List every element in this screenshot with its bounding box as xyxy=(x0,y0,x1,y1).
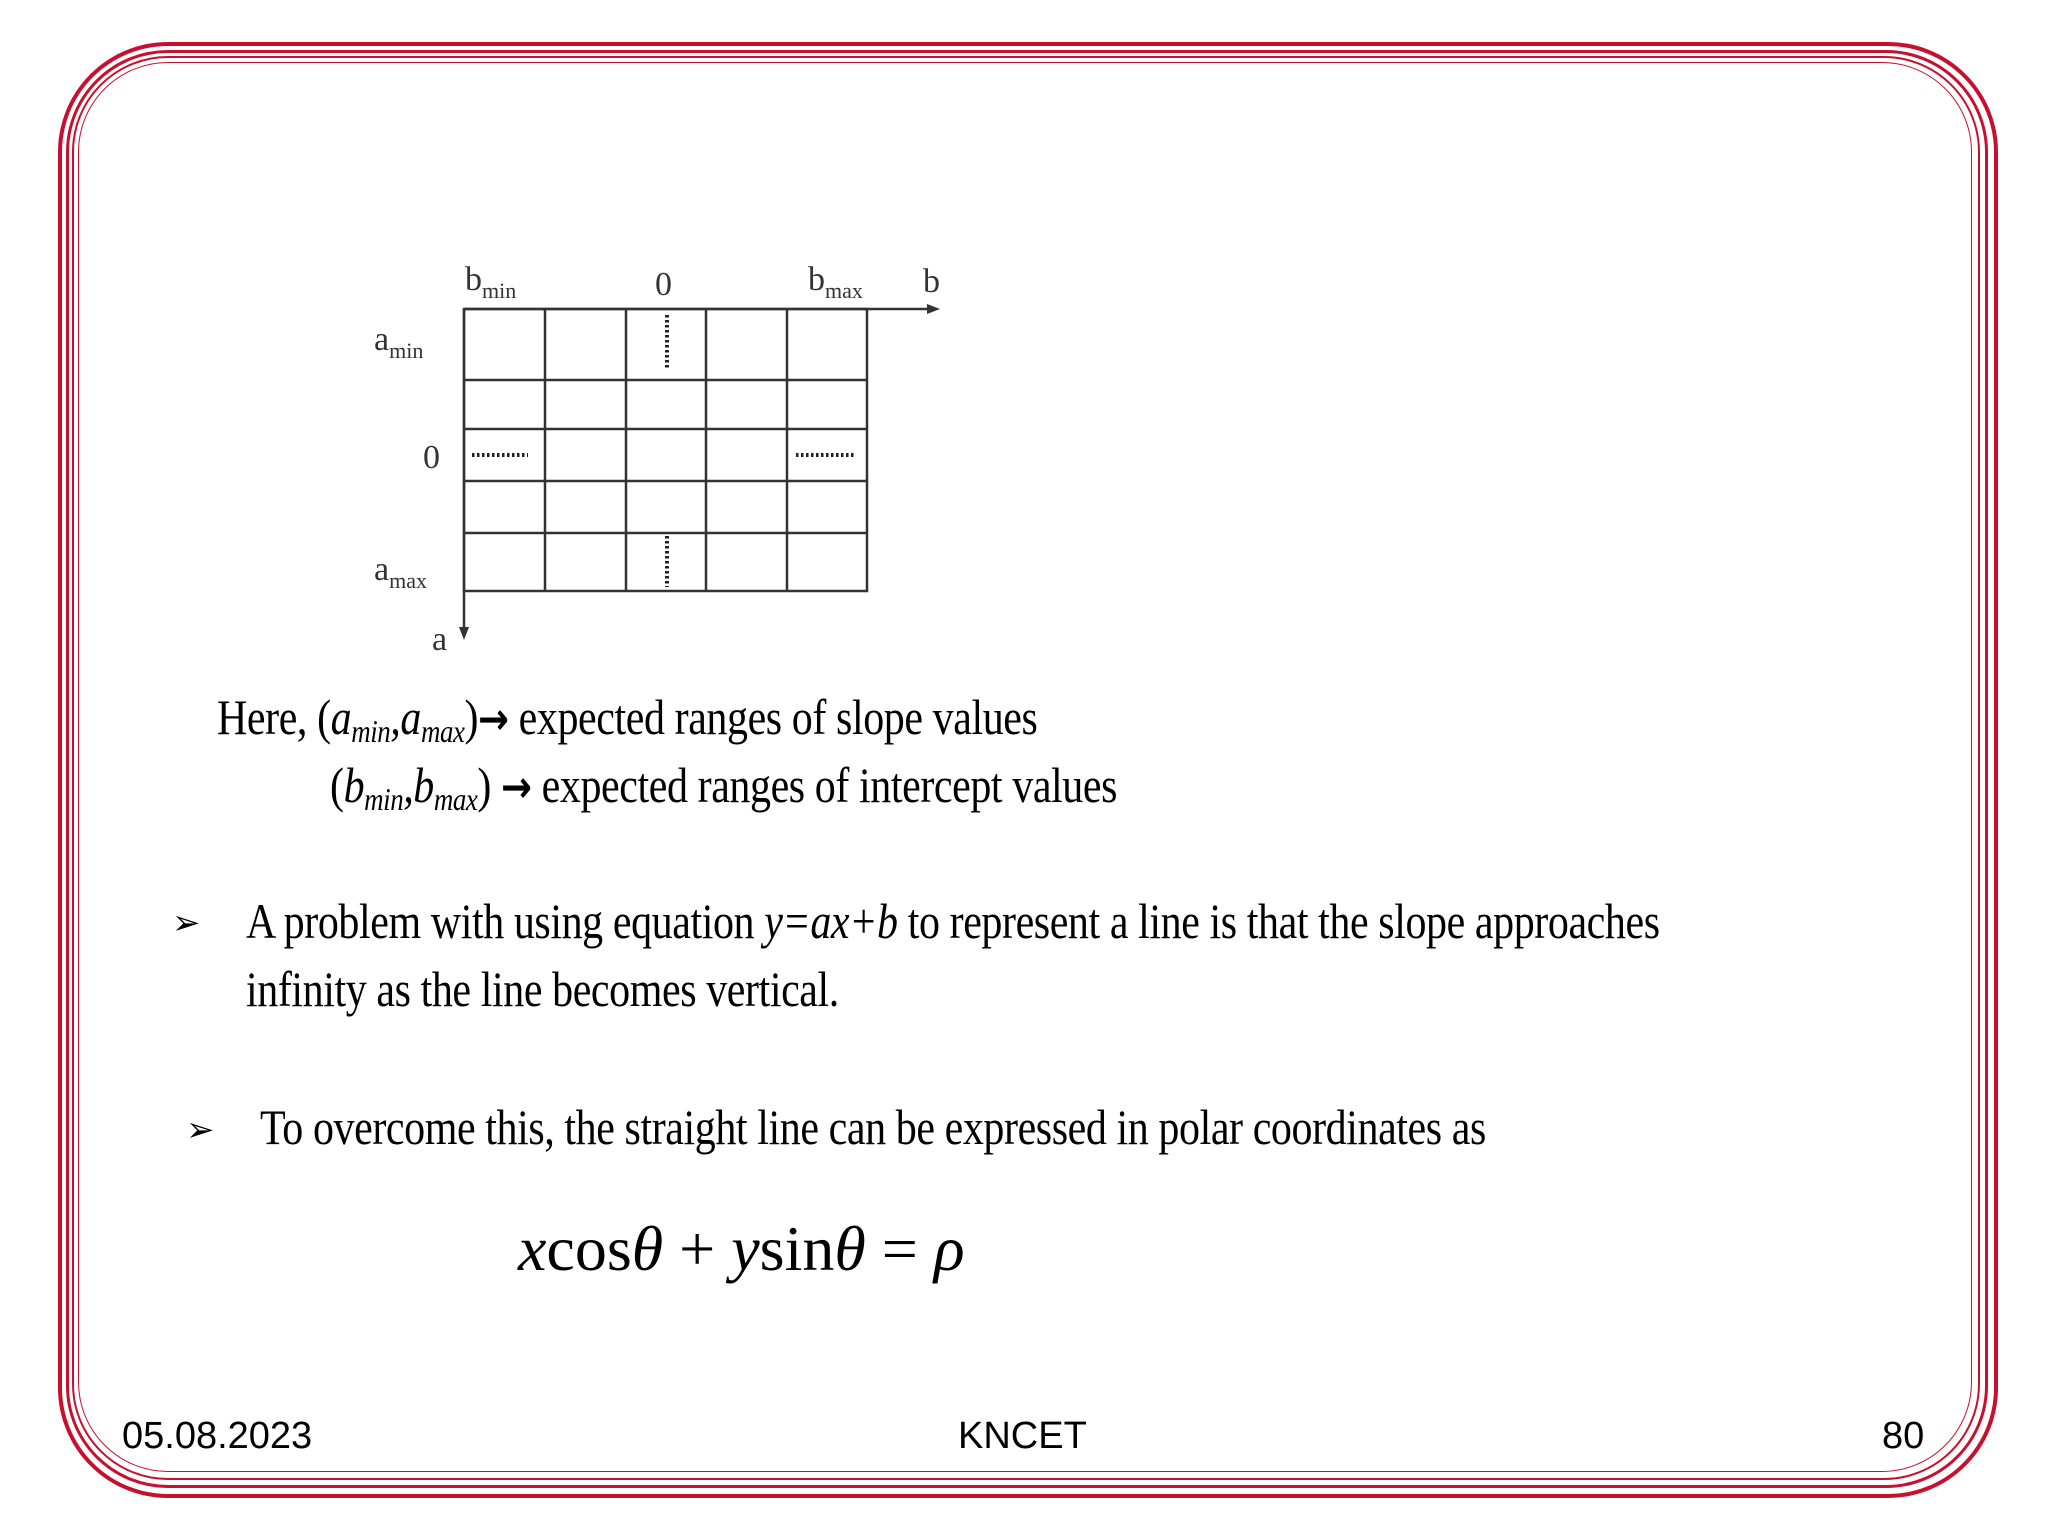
intercept-range-prefix: ( xyxy=(330,757,344,813)
bullet-1-post: to represent a line is that the slope approaches xyxy=(897,893,1660,949)
b-zero-label: 0 xyxy=(655,266,672,303)
a-zero-label: 0 xyxy=(423,439,440,476)
intercept-range-sep: , xyxy=(403,757,414,813)
eq-equals: = xyxy=(865,1213,934,1284)
dotted-markers xyxy=(472,315,856,587)
b-max-sub: max xyxy=(433,781,478,817)
a-min-label: $a_{min}$ xyxy=(374,321,424,363)
b-axis-label: b xyxy=(923,263,940,300)
bullet-1-line-2: infinity as the line becomes vertical. xyxy=(246,961,839,1017)
a-max-label: $a_{max}$ xyxy=(374,551,427,593)
b-min-var: b xyxy=(343,757,365,813)
eq-theta: θ xyxy=(834,1213,866,1284)
intercept-range-text: expected ranges of intercept values xyxy=(531,757,1118,813)
eq-theta: θ xyxy=(631,1213,664,1284)
a-axis-label: a xyxy=(432,621,448,658)
line-equation: y=ax+b xyxy=(764,893,898,949)
a-max-var: a xyxy=(400,689,421,745)
b-max-label: $b_{max}$ xyxy=(808,261,863,303)
a-min-sub: min xyxy=(351,713,391,749)
slope-range-text: expected ranges of slope values xyxy=(508,689,1038,745)
eq-rho: ρ xyxy=(933,1213,965,1284)
intercept-range-line xyxy=(330,756,1117,818)
eq-cos: cos xyxy=(546,1213,632,1284)
eq-x: x xyxy=(518,1213,547,1284)
slope-range-line xyxy=(217,688,1037,750)
eq-y: y xyxy=(731,1213,760,1284)
eq-sin: sin xyxy=(759,1213,835,1284)
b-axis-arrowhead xyxy=(927,304,940,314)
polar-line-equation xyxy=(518,1212,965,1286)
slope-range-close: ) xyxy=(464,689,479,745)
right-arrow-icon: → xyxy=(478,694,509,745)
footer-page-number: 80 xyxy=(1882,1415,1925,1457)
footer-center: KNCET xyxy=(958,1415,1087,1457)
bullet-1-line-1 xyxy=(246,892,1660,950)
a-min-var: a xyxy=(330,689,352,745)
a-max-sub: max xyxy=(420,713,465,749)
slope-range-sep: , xyxy=(390,689,401,745)
a-axis-arrowhead xyxy=(459,627,469,640)
right-arrow-icon: → xyxy=(501,762,532,813)
b-min-label: $b_{min}$ xyxy=(465,261,517,303)
bullet-arrow-icon: ➢ xyxy=(172,903,201,943)
bullet-1-pre: A problem with using equation xyxy=(246,893,765,949)
slope-range-prefix: Here, ( xyxy=(217,689,331,745)
b-min-sub: min xyxy=(364,781,404,817)
intercept-range-close: ) xyxy=(477,757,502,813)
footer-date: 05.08.2023 xyxy=(122,1415,313,1457)
bullet-arrow-icon: ➢ xyxy=(186,1110,215,1150)
b-max-var: b xyxy=(413,757,434,813)
accumulator-diagram xyxy=(360,255,980,665)
eq-plus: + xyxy=(663,1213,732,1284)
bullet-2-text: To overcome this, the straight line can be expressed in polar coordinates as xyxy=(260,1099,1486,1155)
